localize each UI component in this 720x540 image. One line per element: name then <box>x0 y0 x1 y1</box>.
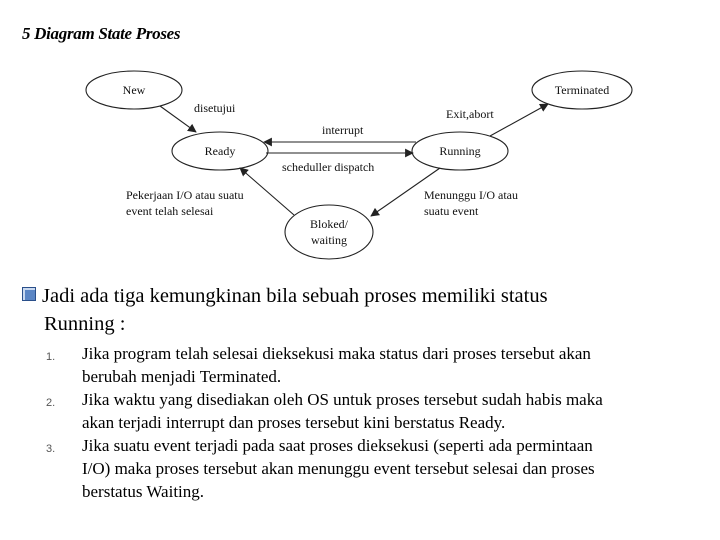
arrow-new-to-ready <box>160 106 196 132</box>
list-item-text: Jika program telah selesai dieksekusi maka status dari proses tersebut akan <box>82 344 591 363</box>
label-io-wait-2: suatu event <box>424 204 479 218</box>
arrow-running-to-terminated <box>490 104 548 136</box>
list-item-text: Jika waktu yang disediakan oleh OS untuk proses tersebut sudah habis maka <box>82 390 603 409</box>
list-item-text: akan terjadi interrupt dan proses tersebut kini berstatus Ready. <box>82 413 506 432</box>
label-interrupt: interrupt <box>322 123 364 137</box>
list-item-text: berstatus Waiting. <box>82 482 205 501</box>
bullet-square-icon <box>22 287 36 301</box>
list-item-number: 2. <box>46 397 56 409</box>
label-scheduler-dispatch: scheduller dispatch <box>282 160 375 174</box>
list-item-text: I/O) maka proses tersebut akan menunggu event tersebut selesai dan proses <box>82 459 595 478</box>
list-item <box>46 434 702 503</box>
list-item-number: 3. <box>46 443 56 455</box>
list-item-number: 1. <box>46 351 56 363</box>
state-ready-label: Ready <box>204 144 236 158</box>
arrow-blocked-to-ready <box>240 168 294 215</box>
state-blocked-label-1: Bloked/ <box>310 217 348 231</box>
label-io-done-2: event telah selesai <box>126 204 214 218</box>
list-item-text: berubah menjadi Terminated. <box>82 367 282 386</box>
slide-title: 5 Diagram State Proses <box>22 24 181 43</box>
bullet-point <box>22 282 702 338</box>
state-running-label: Running <box>439 144 481 158</box>
label-io-wait-1: Menunggu I/O atau <box>424 188 518 202</box>
state-new-label: New <box>122 83 146 97</box>
state-blocked-label-2: waiting <box>311 233 347 247</box>
list-item <box>46 388 702 434</box>
bullet-text-line-1: Jadi ada tiga kemungkinan bila sebuah proses memiliki status <box>42 285 548 307</box>
label-exit-abort: Exit,abort <box>446 107 494 121</box>
label-io-done-1: Pekerjaan I/O atau suatu <box>126 188 244 202</box>
numbered-list <box>46 342 702 503</box>
list-item-text: Jika suatu event terjadi pada saat proses dieksekusi (seperti ada permintaan <box>82 436 593 455</box>
label-disetujui: disetujui <box>194 101 236 115</box>
bullet-text-line-2: Running : <box>44 313 126 335</box>
state-terminated-label: Terminated <box>554 83 610 97</box>
list-item <box>46 342 702 388</box>
state-blocked <box>285 205 373 259</box>
